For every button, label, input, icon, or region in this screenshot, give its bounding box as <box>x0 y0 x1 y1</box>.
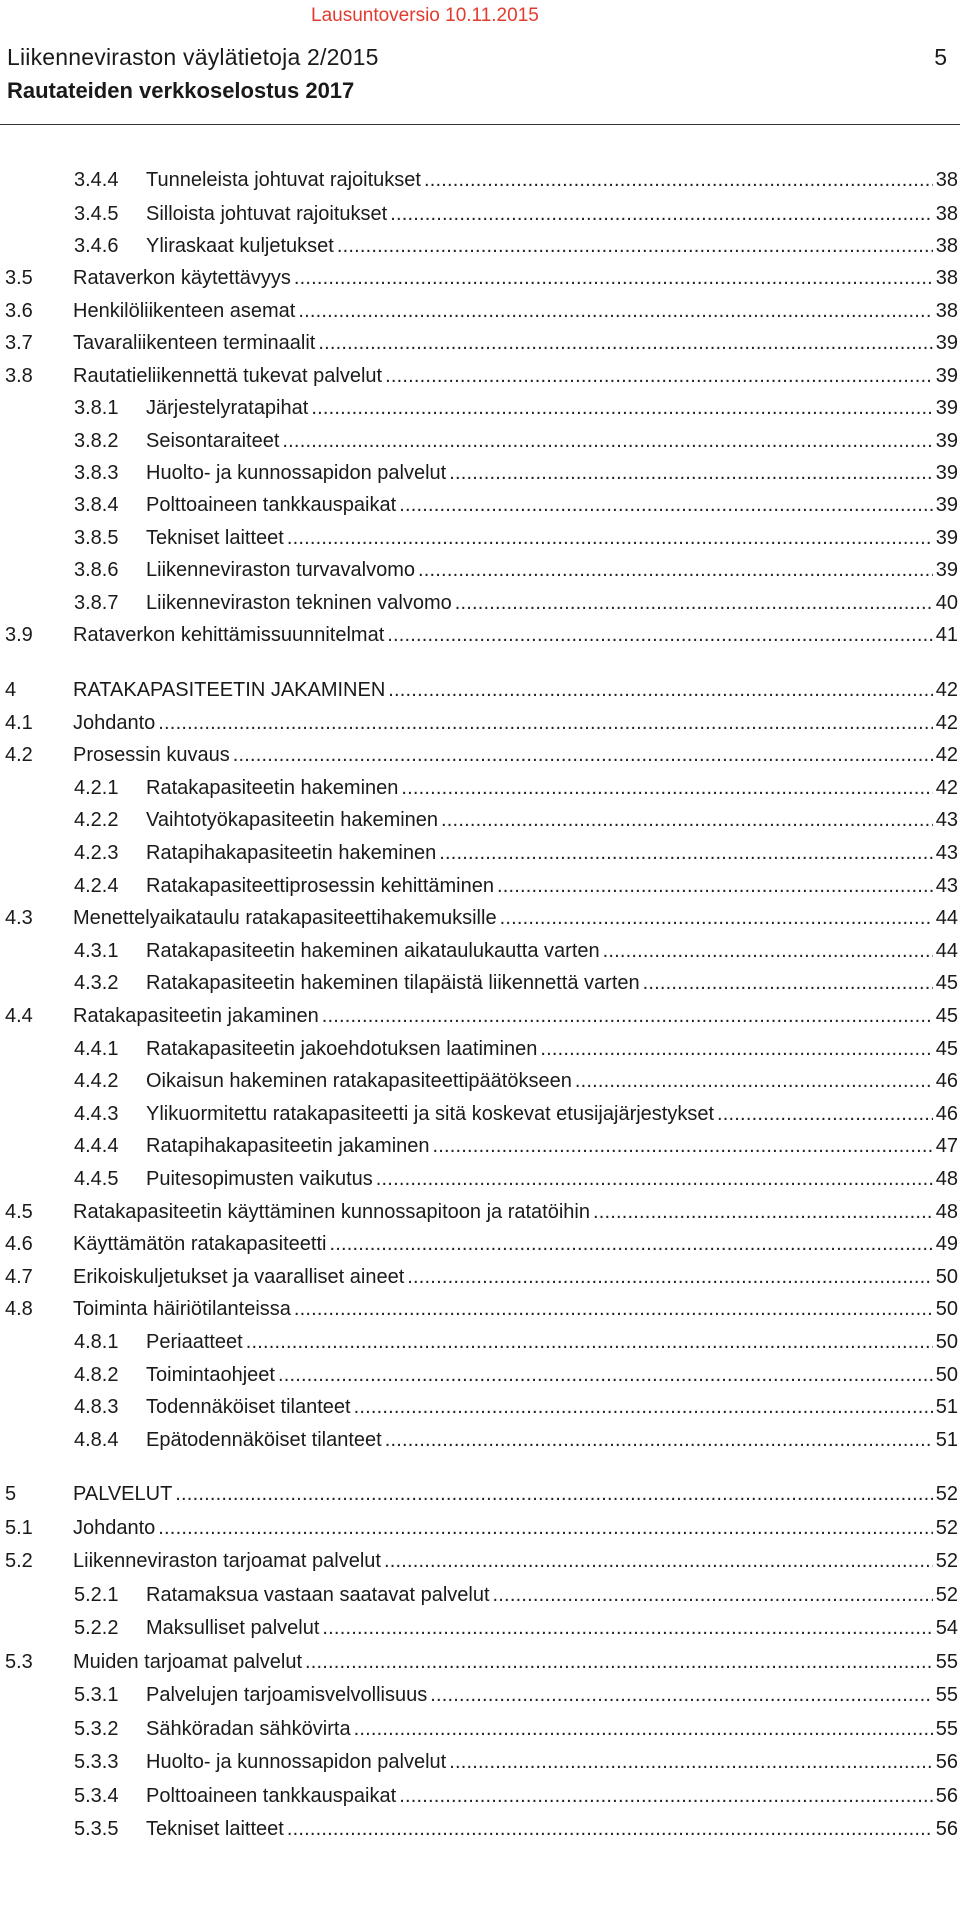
toc-entry-title: Sähköradan sähkövirta <box>146 1718 351 1740</box>
toc-entry[interactable] <box>5 1167 958 1191</box>
toc-entry[interactable] <box>5 874 958 898</box>
toc-entry-page: 43 <box>935 809 958 831</box>
toc-entry-title: RATAKAPASITEETIN JAKAMINEN <box>73 679 386 701</box>
toc-leader-dots <box>287 1817 933 1841</box>
toc-entry-title: Polttoaineen tankkauspaikat <box>146 1785 397 1807</box>
toc-entry[interactable] <box>5 1817 958 1841</box>
toc-leader-dots <box>322 1616 932 1640</box>
toc-entry-page: 46 <box>935 1070 958 1092</box>
toc-entry-number: 3.9 <box>5 624 33 646</box>
toc-entry-title: Toimintaohjeet <box>146 1364 275 1386</box>
toc-entry-page: 39 <box>935 430 958 452</box>
toc-entry-page: 39 <box>935 332 958 354</box>
toc-entry[interactable] <box>5 1037 958 1061</box>
toc-entry-number: 4.3.1 <box>74 940 119 962</box>
toc-entry-number: 4.2.1 <box>74 777 119 799</box>
toc-entry-title: Rataverkon kehittämissuunnitelmat <box>73 624 385 646</box>
toc-entry-page: 50 <box>935 1331 958 1353</box>
toc-entry-page: 52 <box>935 1483 958 1505</box>
toc-entry[interactable] <box>5 591 958 615</box>
toc-entry-number: 4.2.2 <box>74 809 119 831</box>
toc-leader-dots <box>497 874 933 898</box>
toc-entry-number: 4.2.3 <box>74 842 119 864</box>
toc-entry-number: 4.7 <box>5 1266 33 1288</box>
toc-entry-number: 4.3 <box>5 907 33 929</box>
toc-entry-title: Epätodennäköiset tilanteet <box>146 1429 382 1451</box>
toc-entry-number: 4.4.4 <box>74 1135 119 1157</box>
toc-entry-page: 56 <box>935 1751 958 1773</box>
toc-entry-page: 42 <box>935 744 958 766</box>
toc-leader-dots <box>376 1167 933 1191</box>
toc-entry-number: 3.4.4 <box>74 169 119 191</box>
toc-entry-title: Oikaisun hakeminen ratakapasiteettipäätökseen <box>146 1070 572 1092</box>
toc-entry-number: 5.3.5 <box>74 1818 119 1840</box>
toc-entry-title: Toiminta häiriötilanteissa <box>73 1298 291 1320</box>
toc-entry-number: 4.2 <box>5 744 33 766</box>
toc-entry-number: 4.6 <box>5 1233 33 1255</box>
toc-entry-page: 55 <box>935 1718 958 1740</box>
toc-entry-number: 5.3.2 <box>74 1718 119 1740</box>
toc-entry-title: Periaatteet <box>146 1331 243 1353</box>
toc-entry-number: 3.5 <box>5 267 33 289</box>
toc-entry-title: Ratapihakapasiteetin hakeminen <box>146 842 437 864</box>
toc-entry-number: 4 <box>5 679 17 701</box>
toc-entry[interactable] <box>5 461 958 485</box>
toc-entry[interactable] <box>5 1750 958 1774</box>
toc-entry[interactable] <box>5 1134 958 1158</box>
toc-entry-number: 3.8.4 <box>74 494 119 516</box>
toc-leader-dots <box>493 1583 933 1607</box>
toc-entry-title: Huolto- ja kunnossapidon palvelut <box>146 462 447 484</box>
toc-entry-title: Ratapihakapasiteetin jakaminen <box>146 1135 430 1157</box>
toc-entry-number: 4.5 <box>5 1201 33 1223</box>
toc-entry[interactable] <box>5 1232 958 1256</box>
toc-leader-dots <box>418 558 933 582</box>
toc-leader-dots <box>158 711 932 735</box>
toc-leader-dots <box>318 331 932 355</box>
toc-leader-dots <box>322 1004 933 1028</box>
toc-entry[interactable] <box>5 396 958 420</box>
toc-entry-number: 3.8.5 <box>74 527 119 549</box>
toc-entry-title: Puitesopimusten vaikutus <box>146 1168 373 1190</box>
toc-leader-dots <box>455 591 933 615</box>
toc-entry[interactable] <box>5 1363 958 1387</box>
toc-entry-number: 3.8.3 <box>74 462 119 484</box>
toc-leader-dots <box>717 1102 933 1126</box>
toc-entry[interactable] <box>5 1549 958 1573</box>
toc-entry-page: 38 <box>935 169 958 191</box>
toc-entry-number: 3.4.5 <box>74 203 119 225</box>
toc-entry[interactable] <box>5 1784 958 1808</box>
toc-leader-dots <box>390 202 933 226</box>
toc-entry[interactable] <box>5 202 958 226</box>
toc-entry-number: 3.4.6 <box>74 235 119 257</box>
toc-entry-page: 42 <box>935 712 958 734</box>
toc-leader-dots <box>311 396 932 420</box>
toc-leader-dots <box>433 1134 933 1158</box>
toc-entry-title: Rautatieliikennettä tukevat palvelut <box>73 365 383 387</box>
publication-series: Liikenneviraston väylätietoja 2/2015 <box>7 44 379 70</box>
toc-leader-dots <box>603 939 933 963</box>
toc-entry-page: 47 <box>935 1135 958 1157</box>
toc-entry[interactable] <box>5 1516 958 1540</box>
toc-entry-page: 46 <box>935 1103 958 1125</box>
toc-leader-dots <box>387 623 932 647</box>
toc-entry-page: 52 <box>935 1584 958 1606</box>
toc-entry[interactable] <box>5 808 958 832</box>
page-number: 5 <box>934 44 947 70</box>
toc-entry-number: 5.3.3 <box>74 1751 119 1773</box>
toc-entry-page: 56 <box>935 1785 958 1807</box>
toc-entry[interactable] <box>5 1330 958 1354</box>
toc-entry-page: 39 <box>935 397 958 419</box>
toc-entry-title: Prosessin kuvaus <box>73 744 230 766</box>
toc-leader-dots <box>384 1549 933 1573</box>
toc-entry-title: Ratamaksua vastaan saatavat palvelut <box>146 1584 490 1606</box>
toc-entry-number: 5.2 <box>5 1550 33 1572</box>
toc-entry-title: Ratakapasiteetin jakaminen <box>73 1005 319 1027</box>
toc-entry-page: 38 <box>935 235 958 257</box>
toc-entry-number: 4.4.2 <box>74 1070 119 1092</box>
toc-entry-number: 4.8 <box>5 1298 33 1320</box>
toc-entry-title: Järjestelyratapihat <box>146 397 309 419</box>
toc-entry-title: Seisontaraiteet <box>146 430 280 452</box>
toc-entry-title: Todennäköiset tilanteet <box>146 1396 351 1418</box>
toc-entry[interactable] <box>5 971 958 995</box>
toc-entry[interactable] <box>5 1650 958 1674</box>
toc-entry-page: 45 <box>935 1038 958 1060</box>
toc-leader-dots <box>298 299 932 323</box>
toc-entry-page: 42 <box>935 679 958 701</box>
toc-entry-number: 4.8.4 <box>74 1429 119 1451</box>
toc-entry-number: 5.3 <box>5 1651 33 1673</box>
toc-entry-page: 38 <box>935 203 958 225</box>
toc-entry-title: Liikenneviraston tarjoamat palvelut <box>73 1550 381 1572</box>
toc-entry[interactable] <box>5 558 958 582</box>
toc-leader-dots <box>399 493 933 517</box>
toc-entry-title: Liikenneviraston tekninen valvomo <box>146 592 452 614</box>
toc-entry[interactable] <box>5 1004 958 1028</box>
toc-entry-title: Yliraskaat kuljetukset <box>146 235 334 257</box>
toc-entry-number: 4.3.2 <box>74 972 119 994</box>
toc-entry-title: Ylikuormitettu ratakapasiteetti ja sitä koskevat etusijajärjestykset <box>146 1103 715 1125</box>
toc-entry-title: Tavaraliikenteen terminaalit <box>73 332 316 354</box>
toc-leader-dots <box>643 971 933 995</box>
toc-leader-dots <box>233 743 933 767</box>
toc-entry[interactable] <box>5 623 958 647</box>
toc-entry-page: 55 <box>935 1651 958 1673</box>
toc-leader-dots <box>329 1232 932 1256</box>
toc-entry[interactable] <box>5 1265 958 1289</box>
toc-entry[interactable] <box>5 841 958 865</box>
toc-leader-dots <box>449 1750 933 1774</box>
toc-leader-dots <box>305 1650 933 1674</box>
toc-entry[interactable] <box>5 1200 958 1224</box>
toc-entry[interactable] <box>5 299 958 323</box>
toc-entry-title: PALVELUT <box>73 1483 173 1505</box>
toc-entry-page: 43 <box>935 875 958 897</box>
toc-entry-page: 49 <box>935 1233 958 1255</box>
toc-leader-dots <box>278 1363 933 1387</box>
toc-entry[interactable] <box>5 331 958 355</box>
toc-entry-title: Silloista johtuvat rajoitukset <box>146 203 388 225</box>
toc-entry-number: 3.6 <box>5 300 33 322</box>
toc-entry[interactable] <box>5 1428 958 1452</box>
toc-entry-page: 39 <box>935 527 958 549</box>
toc-entry-number: 5.3.1 <box>74 1684 119 1706</box>
toc-leader-dots <box>399 1784 933 1808</box>
toc-leader-dots <box>175 1482 932 1506</box>
toc-entry[interactable] <box>5 939 958 963</box>
toc-entry-number: 5.2.1 <box>74 1584 119 1606</box>
document-title: Rautateiden verkkoselostus 2017 <box>7 78 355 103</box>
toc-entry-title: Menettelyaikataulu ratakapasiteettihakemuksille <box>73 907 497 929</box>
toc-entry-page: 55 <box>935 1684 958 1706</box>
toc-entry-page: 52 <box>935 1550 958 1572</box>
toc-entry[interactable] <box>5 678 958 702</box>
toc-entry-page: 38 <box>935 300 958 322</box>
toc-entry-title: Erikoiskuljetukset ja vaaralliset aineet <box>73 1266 405 1288</box>
toc-entry-page: 39 <box>935 365 958 387</box>
toc-entry-title: Henkilöliikenteen asemat <box>73 300 296 322</box>
toc-entry-page: 39 <box>935 494 958 516</box>
toc-entry[interactable] <box>5 493 958 517</box>
toc-entry[interactable] <box>5 1683 958 1707</box>
toc-entry-number: 4.4.5 <box>74 1168 119 1190</box>
toc-leader-dots <box>385 1428 933 1452</box>
toc-entry-page: 50 <box>935 1364 958 1386</box>
toc-entry-title: Muiden tarjoamat palvelut <box>73 1651 303 1673</box>
toc-entry-title: Vaihtotyökapasiteetin hakeminen <box>146 809 439 831</box>
toc-entry[interactable] <box>5 168 958 192</box>
toc-entry[interactable] <box>5 906 958 930</box>
toc-entry-number: 3.8.2 <box>74 430 119 452</box>
toc-entry[interactable] <box>5 429 958 453</box>
toc-entry[interactable] <box>5 364 958 388</box>
toc-entry-title: Huolto- ja kunnossapidon palvelut <box>146 1751 447 1773</box>
toc-entry[interactable] <box>5 711 958 735</box>
toc-leader-dots <box>354 1395 933 1419</box>
toc-entry-page: 56 <box>935 1818 958 1840</box>
toc-leader-dots <box>540 1037 932 1061</box>
toc-entry-page: 45 <box>935 972 958 994</box>
toc-entry-page: 40 <box>935 592 958 614</box>
toc-entry[interactable] <box>5 526 958 550</box>
toc-entry-page: 52 <box>935 1517 958 1539</box>
toc-entry-number: 4.2.4 <box>74 875 119 897</box>
toc-entry-number: 5 <box>5 1483 17 1505</box>
toc-entry-title: Käyttämätön ratakapasiteetti <box>73 1233 327 1255</box>
toc-entry-number: 4.4.3 <box>74 1103 119 1125</box>
toc-entry-title: Tekniset laitteet <box>146 1818 284 1840</box>
toc-leader-dots <box>388 678 932 702</box>
toc-entry-title: Maksulliset palvelut <box>146 1617 320 1639</box>
toc-leader-dots <box>294 1297 933 1321</box>
toc-entry-page: 50 <box>935 1266 958 1288</box>
toc-entry-number: 3.8.1 <box>74 397 119 419</box>
toc-entry-title: Tunneleista johtuvat rajoitukset <box>146 169 421 191</box>
toc-entry-page: 39 <box>935 462 958 484</box>
toc-entry[interactable] <box>5 1482 958 1506</box>
toc-entry-title: Liikenneviraston turvavalvomo <box>146 559 416 581</box>
toc-entry[interactable] <box>5 1395 958 1419</box>
toc-leader-dots <box>449 461 933 485</box>
toc-leader-dots <box>430 1683 933 1707</box>
toc-leader-dots <box>282 429 932 453</box>
toc-leader-dots <box>441 808 933 832</box>
toc-leader-dots <box>424 168 933 192</box>
toc-entry-number: 3.7 <box>5 332 33 354</box>
toc-entry-number: 4.1 <box>5 712 33 734</box>
toc-leader-dots <box>337 234 933 258</box>
toc-leader-dots <box>500 906 933 930</box>
toc-entry-number: 4.4 <box>5 1005 33 1027</box>
toc-entry-number: 4.8.1 <box>74 1331 119 1353</box>
toc-entry-page: 41 <box>935 624 958 646</box>
toc-entry-number: 5.1 <box>5 1517 33 1539</box>
toc-entry-title: Tekniset laitteet <box>146 527 284 549</box>
toc-entry-number: 3.8 <box>5 365 33 387</box>
toc-leader-dots <box>593 1200 933 1224</box>
toc-entry-page: 44 <box>935 907 958 929</box>
toc-leader-dots <box>439 841 933 865</box>
toc-entry[interactable] <box>5 1717 958 1741</box>
toc-entry-page: 50 <box>935 1298 958 1320</box>
toc-entry-title: Ratakapasiteettiprosessin kehittäminen <box>146 875 494 897</box>
header-divider <box>0 124 960 125</box>
toc-entry-page: 39 <box>935 559 958 581</box>
toc-entry-title: Ratakapasiteetin käyttäminen kunnossapitoon ja ratatöihin <box>73 1201 590 1223</box>
toc-entry-page: 54 <box>935 1617 958 1639</box>
toc-entry-title: Palvelujen tarjoamisvelvollisuus <box>146 1684 428 1706</box>
toc-entry[interactable] <box>5 1583 958 1607</box>
toc-entry-page: 38 <box>935 267 958 289</box>
toc-leader-dots <box>575 1069 933 1093</box>
toc-entry-number: 3.8.6 <box>74 559 119 581</box>
toc-entry-title: Johdanto <box>73 712 156 734</box>
toc-leader-dots <box>401 776 932 800</box>
toc-entry-number: 5.3.4 <box>74 1785 119 1807</box>
toc-entry-title: Ratakapasiteetin hakeminen <box>146 777 399 799</box>
toc-leader-dots <box>246 1330 933 1354</box>
toc-entry-number: 4.8.2 <box>74 1364 119 1386</box>
toc-entry-title: Polttoaineen tankkauspaikat <box>146 494 397 516</box>
toc-entry[interactable] <box>5 266 958 290</box>
toc-entry-number: 3.8.7 <box>74 592 119 614</box>
toc-entry-title: Johdanto <box>73 1517 156 1539</box>
draft-version-label: Lausuntoversio 10.11.2015 <box>311 5 539 26</box>
toc-entry-number: 4.8.3 <box>74 1396 119 1418</box>
toc-leader-dots <box>158 1516 932 1540</box>
toc-entry-page: 43 <box>935 842 958 864</box>
toc-leader-dots <box>287 526 933 550</box>
toc-leader-dots <box>294 266 933 290</box>
toc-entry-page: 48 <box>935 1168 958 1190</box>
toc-entry-title: Ratakapasiteetin jakoehdotuksen laatiminen <box>146 1038 538 1060</box>
toc-leader-dots <box>407 1265 932 1289</box>
toc-entry-title: Rataverkon käytettävyys <box>73 267 291 289</box>
toc-entry[interactable] <box>5 776 958 800</box>
toc-entry[interactable] <box>5 1069 958 1093</box>
toc-entry[interactable] <box>5 743 958 767</box>
toc-entry-title: Ratakapasiteetin hakeminen aikataulukautta varten <box>146 940 600 962</box>
toc-entry-page: 44 <box>935 940 958 962</box>
toc-entry-page: 51 <box>935 1429 958 1451</box>
toc-entry[interactable] <box>5 1616 958 1640</box>
toc-entry-page: 48 <box>935 1201 958 1223</box>
toc-entry-number: 4.4.1 <box>74 1038 119 1060</box>
toc-entry[interactable] <box>5 1297 958 1321</box>
toc-entry[interactable] <box>5 234 958 258</box>
toc-entry[interactable] <box>5 1102 958 1126</box>
toc-leader-dots <box>354 1717 933 1741</box>
toc-entry-number: 5.2.2 <box>74 1617 119 1639</box>
toc-entry-page: 51 <box>935 1396 958 1418</box>
toc-entry-page: 42 <box>935 777 958 799</box>
toc-leader-dots <box>385 364 933 388</box>
toc-entry-title: Ratakapasiteetin hakeminen tilapäistä liikennettä varten <box>146 972 640 994</box>
toc-entry-page: 45 <box>935 1005 958 1027</box>
